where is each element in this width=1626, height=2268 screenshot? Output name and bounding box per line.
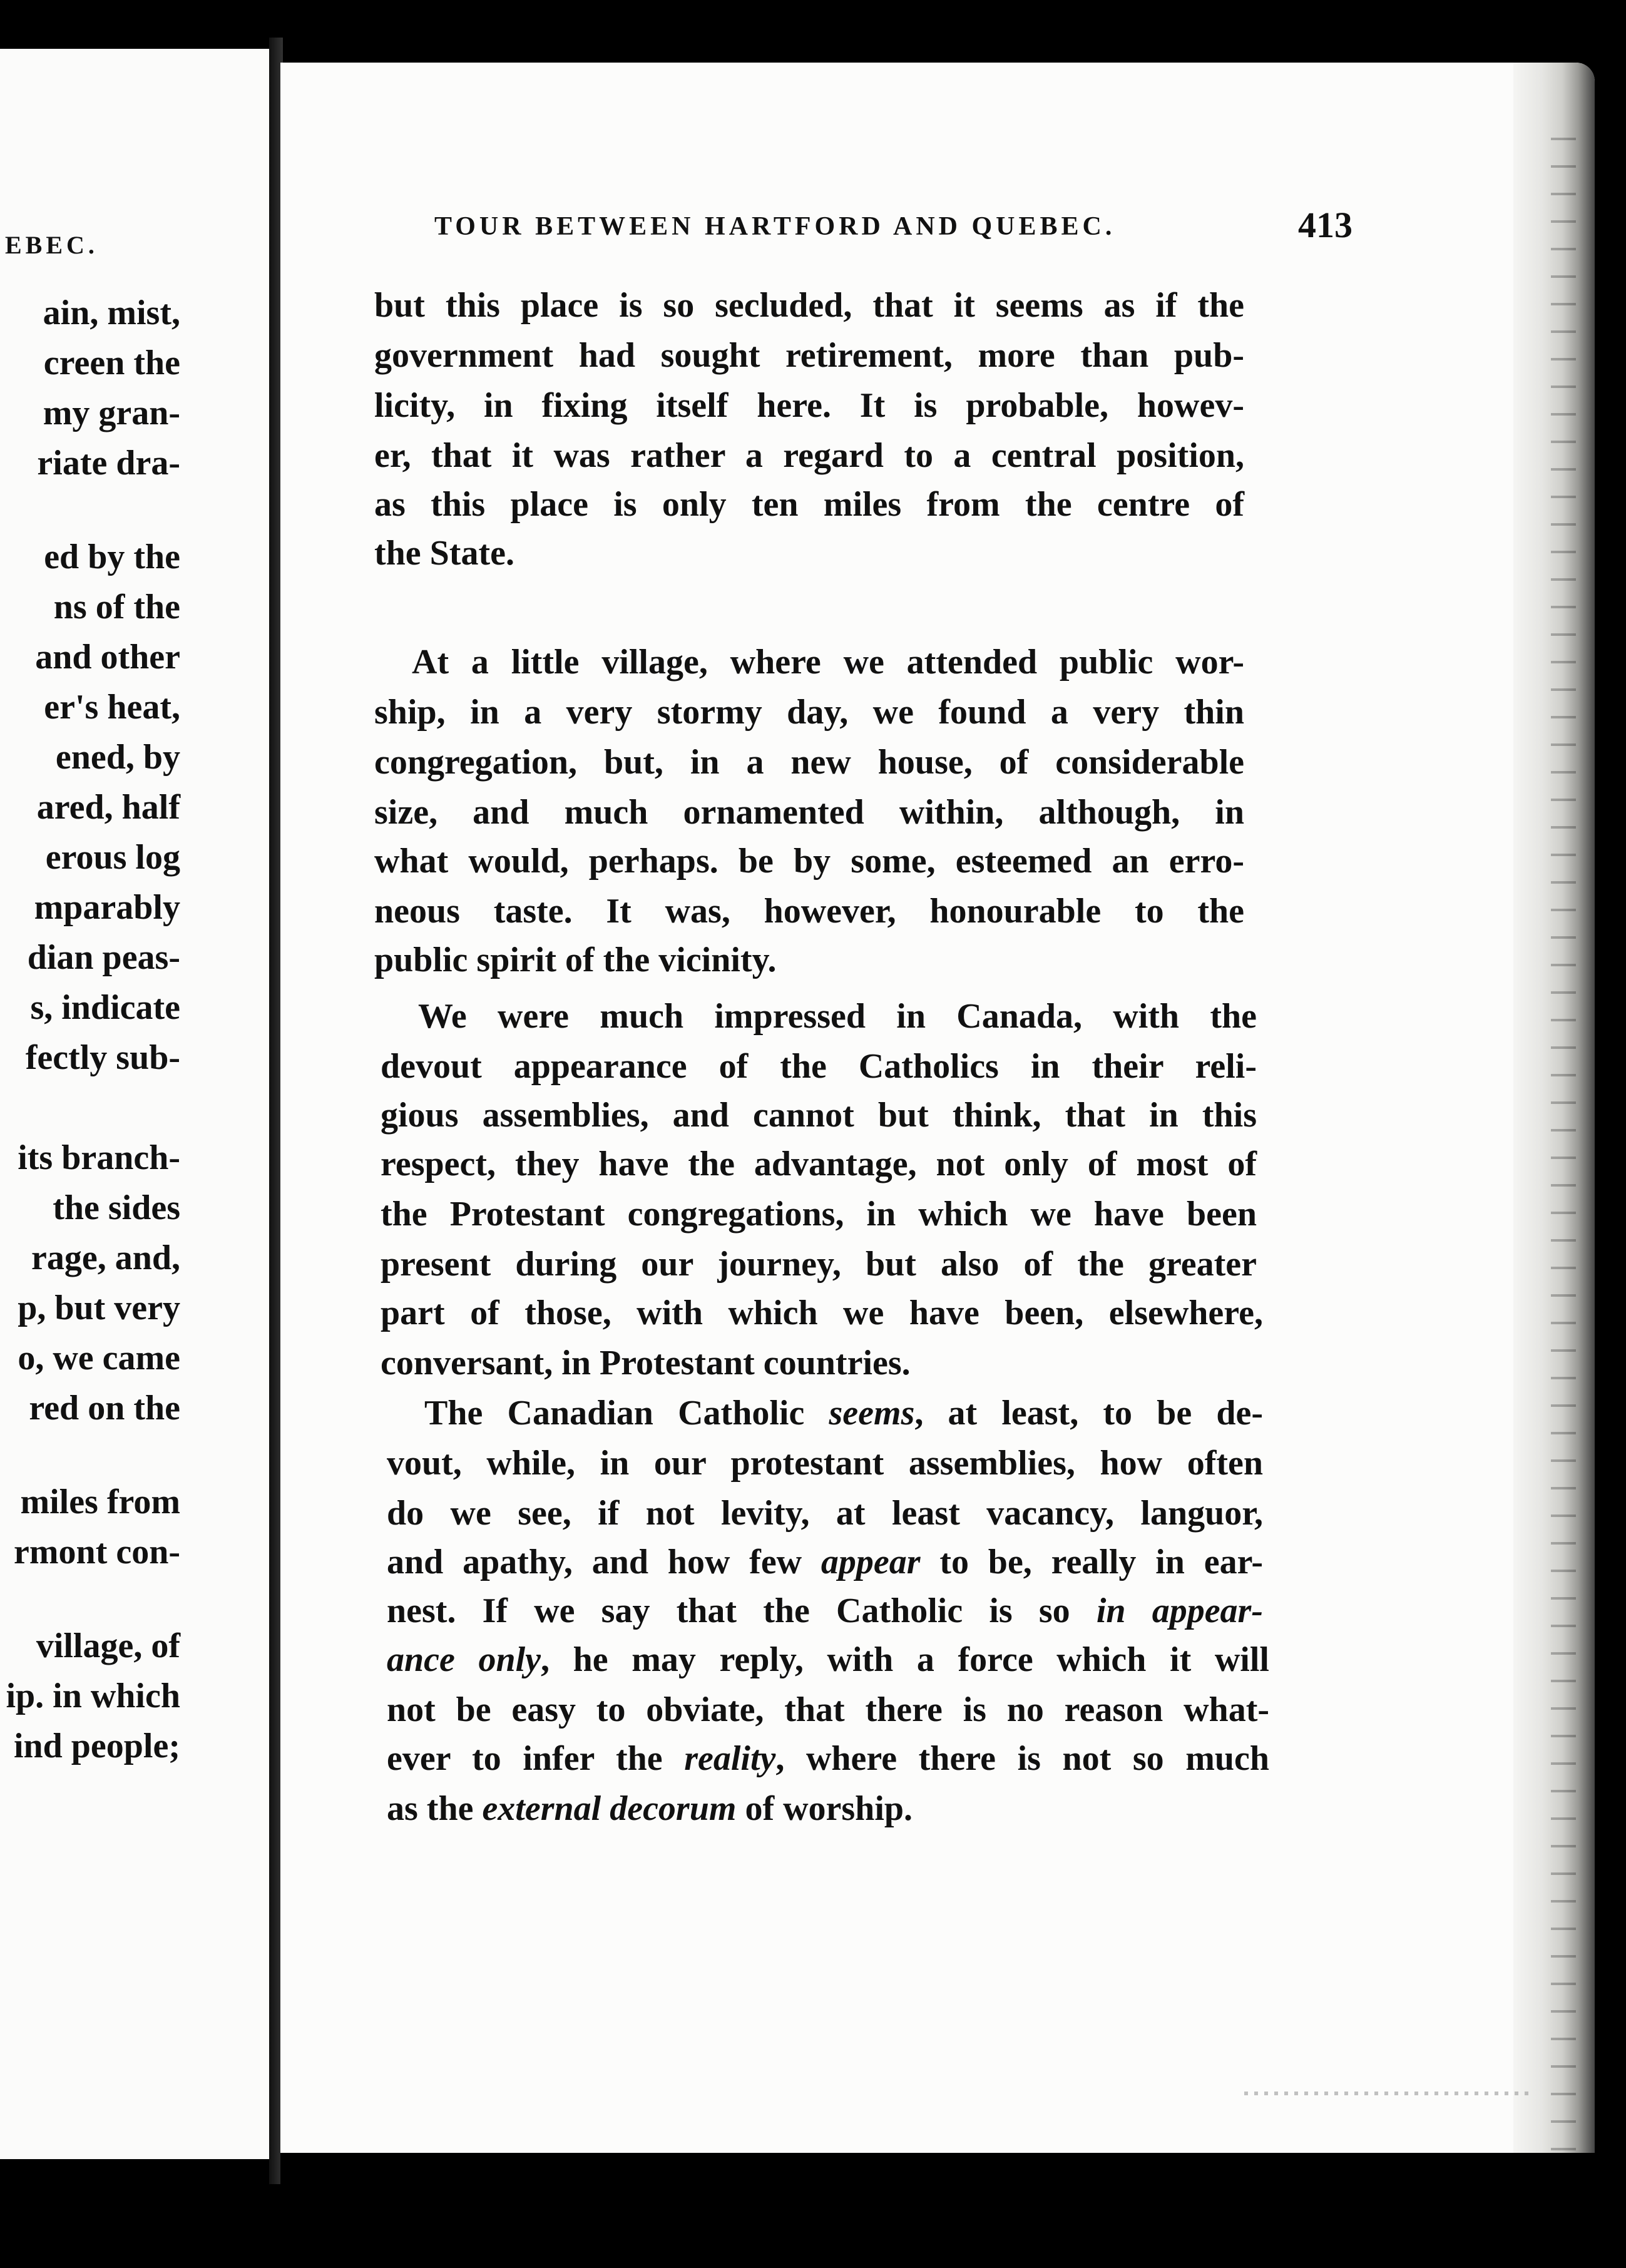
- text-line: [387, 1545, 1263, 1580]
- left-line: rmont con-: [14, 1533, 180, 1571]
- text-line: public spirit of the vicinity.: [374, 941, 777, 979]
- text-line: the State.: [374, 534, 514, 573]
- text-segment: The Canadian Catholic: [424, 1394, 829, 1433]
- text-line: part of those, with which we have been, elsewhere,: [381, 1294, 1263, 1332]
- italic-emphasis: in appear-: [1096, 1591, 1264, 1630]
- scan-artifact: [1244, 2092, 1532, 2095]
- page-number: 413: [1298, 205, 1352, 245]
- paragraph-start-line: [424, 1396, 1263, 1431]
- text-line: [387, 1791, 1263, 1826]
- text-line: er, that it was rather a regard to a central position,: [374, 436, 1244, 475]
- text-line: devout appearance of the Catholics in their reli-: [381, 1047, 1257, 1086]
- left-line: its branch-: [18, 1138, 180, 1177]
- text-line: not be easy to obviate, that there is no reason what-: [387, 1690, 1269, 1729]
- left-line: miles from: [20, 1483, 180, 1521]
- text-line: conversant, in Protestant countries.: [381, 1344, 911, 1382]
- text-line: what would, perhaps. be by some, esteemed an erro-: [374, 842, 1244, 881]
- text-line: [387, 1642, 1269, 1677]
- scan-background: [280, 2153, 1626, 2268]
- left-line: dian peas-: [27, 938, 180, 977]
- text-line: congregation, but, in a new house, of considerable: [374, 743, 1244, 782]
- text-line: [387, 1741, 1269, 1776]
- left-line: my gran-: [43, 394, 180, 432]
- left-line: and other: [35, 638, 180, 677]
- text-segment: to be, really in ear-: [920, 1543, 1263, 1581]
- left-page: [0, 49, 272, 2159]
- text-line: licity, in fixing itself here. It is probable, howev-: [374, 386, 1244, 425]
- left-line: riate dra-: [37, 444, 180, 483]
- italic-emphasis: seems: [829, 1394, 915, 1433]
- right-page: [280, 63, 1595, 2203]
- text-line: gious assemblies, and cannot but think, that in this: [381, 1096, 1257, 1135]
- text-segment: , he may reply, with a force which it will: [541, 1640, 1269, 1679]
- italic-emphasis: external decorum: [482, 1789, 737, 1828]
- text-line: ship, in a very stormy day, we found a very thin: [374, 693, 1244, 732]
- left-line: village, of: [36, 1627, 180, 1665]
- italic-emphasis: appear: [821, 1543, 921, 1581]
- left-line: ared, half: [36, 788, 180, 827]
- left-line: ip. in which: [6, 1677, 180, 1715]
- page-header: [434, 205, 1486, 245]
- italic-emphasis: reality: [684, 1739, 776, 1778]
- left-line: ain, mist,: [43, 294, 180, 332]
- text-segment: , where there is not so much: [775, 1739, 1270, 1778]
- paragraph-start-line: At a little village, where we attended public wor-: [412, 643, 1244, 682]
- text-segment: , at least, to be de-: [914, 1394, 1263, 1433]
- text-line: do we see, if not levity, at least vacancy, languor,: [387, 1494, 1263, 1533]
- text-line: government had sought retirement, more than pub-: [374, 336, 1244, 375]
- text-line: the Protestant congregations, in which we have been: [381, 1195, 1257, 1234]
- text-segment: as the: [387, 1789, 483, 1828]
- text-line: respect, they have the advantage, not only of most of: [381, 1145, 1257, 1183]
- text-line: as this place is only ten miles from the centre of: [374, 485, 1244, 524]
- text-segment: and apathy, and how few: [387, 1543, 821, 1581]
- text-line: vout, while, in our protestant assemblies, how often: [387, 1444, 1263, 1483]
- left-line: ed by the: [44, 538, 180, 576]
- left-line: o, we came: [18, 1339, 180, 1377]
- text-line: present during our journey, but also of the greater: [381, 1245, 1257, 1284]
- left-line: p, but very: [18, 1289, 180, 1327]
- left-line: the sides: [53, 1188, 180, 1227]
- left-line: erous log: [45, 838, 180, 877]
- text-line: neous taste. It was, however, honourable to the: [374, 892, 1244, 931]
- text-line: but this place is so secluded, that it seems as if the: [374, 286, 1244, 325]
- italic-emphasis: ance only: [387, 1640, 541, 1679]
- left-line: creen the: [43, 344, 180, 382]
- left-line: rage, and,: [31, 1239, 180, 1277]
- running-head: TOUR BETWEEN HARTFORD AND QUEBEC.: [434, 212, 1116, 241]
- text-line: [387, 1593, 1263, 1628]
- text-segment: nest. If we say that the Catholic is so: [387, 1591, 1097, 1630]
- left-line: ened, by: [55, 738, 180, 777]
- left-line: fectly sub-: [25, 1038, 180, 1077]
- left-running-head: EBEC.: [5, 231, 98, 259]
- left-line: red on the: [29, 1389, 180, 1428]
- left-line: er's heat,: [44, 688, 180, 727]
- left-line: ns of the: [53, 588, 180, 626]
- left-line: ind people;: [13, 1727, 180, 1765]
- text-segment: ever to infer the: [387, 1739, 685, 1778]
- left-line: s, indicate: [30, 988, 180, 1027]
- paragraph-start-line: We were much impressed in Canada, with the: [418, 997, 1257, 1036]
- left-line: mparably: [34, 888, 180, 927]
- page-edge-texture: [1551, 113, 1576, 2165]
- text-line: size, and much ornamented within, although, in: [374, 793, 1244, 832]
- text-segment: of worship.: [736, 1789, 913, 1828]
